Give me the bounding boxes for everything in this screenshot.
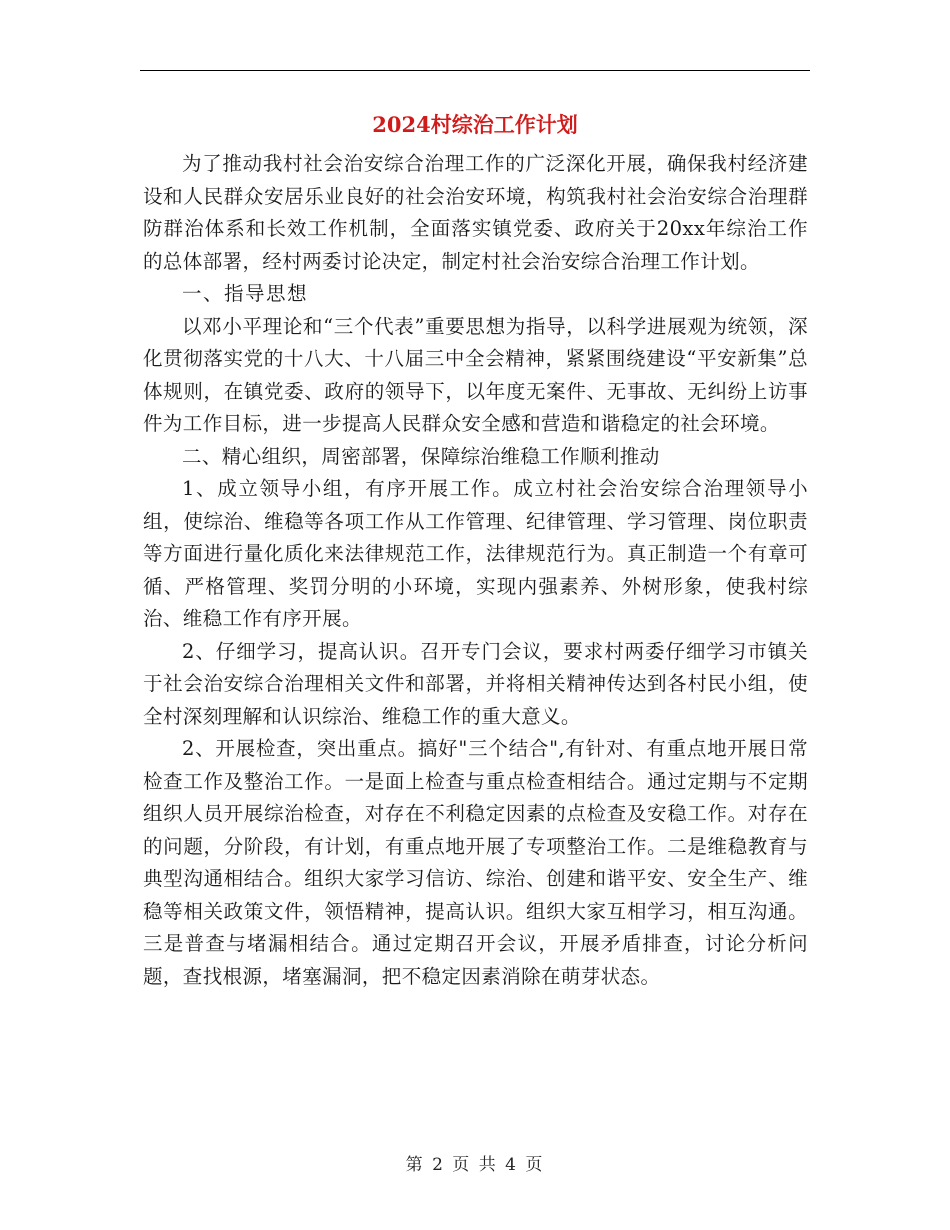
document-title: 2024村综治工作计划 [372, 112, 578, 137]
header-rule [140, 70, 810, 71]
paragraph-guiding-thought: 以邓小平理论和“三个代表”重要思想为指导，以科学进展观为统领，深化贯彻落实党的十八大、十八届三中全会精神，紧紧围绕建设“平安新集”总体规则，在镇党委、政府的领导下，以年度无案件、无事故、无纠纷上访事件为工作目标，进一步提高人民群众安全感和营造和谐稳定的社会环境。 [143, 314, 808, 435]
page-number-footer: 第 2 页 共 4 页 [405, 1155, 545, 1175]
document-body [143, 148, 808, 993]
section-heading-organization: 二、精心组织，周密部署，保障综治维稳工作顺利推动 [182, 444, 660, 468]
paragraph-inspection: 2、开展检查，突出重点。搞好"三个结合",有针对、有重点地开展日常检查工作及整治工作。一是面上检查与重点检查相结合。通过定期与不定期组织人员开展综治检查，对存在不利稳定因素的点检查及安稳工作。对存在的问题，分阶段，有计划，有重点地开展了专项整治工作。二是维稳教育与典型沟通相结合。组织大家学习信访、综治、创建和谐平安、安全生产、维稳等相关政策文件，领悟精神，提高认识。组织大家互相学习，相互沟通。三是普查与堵漏相结合。通过定期召开会议，开展矛盾排查，讨论分析问题，查找根源，堵塞漏洞，把不稳定因素消除在萌芽状态。 [143, 737, 808, 988]
paragraph-study: 2、仔细学习，提高认识。召开专门会议，要求村两委仔细学习市镇关于社会治安综合治理相关文件和部署，并将相关精神传达到各村民小组，使全村深刻理解和认识综治、维稳工作的重大意义。 [143, 639, 808, 728]
section-heading-guiding-thought: 一、指导思想 [182, 282, 309, 305]
paragraph-leadership-group: 1、成立领导小组，有序开展工作。成立村社会治安综合治理领导小组，使综治、维稳等各项工作从工作管理、纪律管理、学习管理、岗位职责等方面进行量化质化来法律规范工作，法律规范行为。真正制造一个有章可循、严格管理、奖罚分明的小环境，实现内强素养、外树形象，使我村综治、维稳工作有序开展。 [143, 477, 808, 630]
paragraph-intro: 为了推动我村社会治安综合治理工作的广泛深化开展，确保我村经济建设和人民群众安居乐业良好的社会治安环境，构筑我村社会治安综合治理群防群治体系和长效工作机制，全面落实镇党委、政府关于20xx年综治工作的总体部署，经村两委讨论决定，制定村社会治安综合治理工作计划。 [143, 152, 808, 273]
